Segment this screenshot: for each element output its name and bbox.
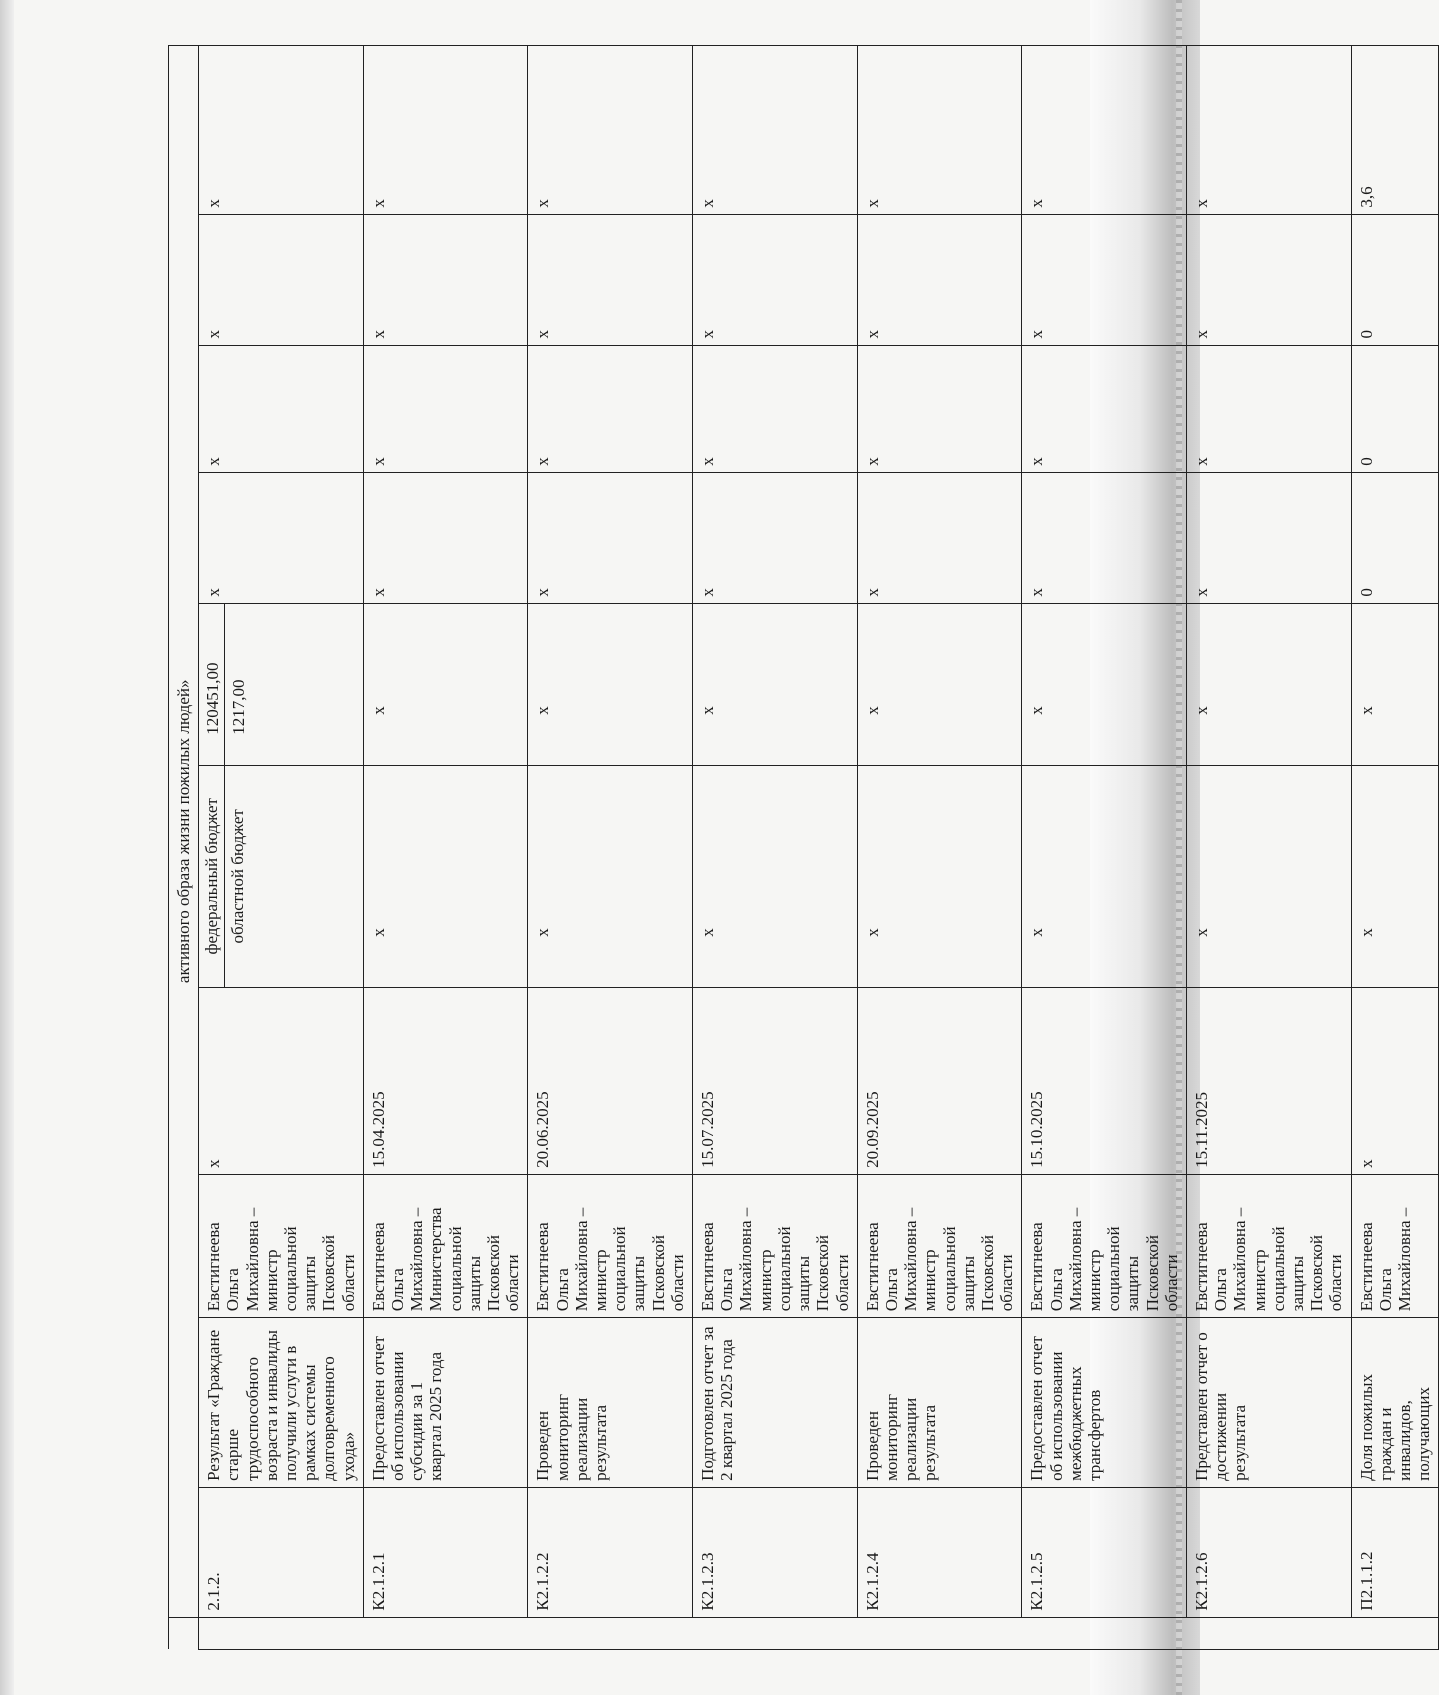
row-date: 20.06.2025: [528, 987, 693, 1174]
value-cell: x: [1186, 345, 1351, 472]
value-cell: 0: [1351, 345, 1439, 472]
budget-cell: x: [1186, 765, 1351, 987]
table-row: [363, 46, 528, 1650]
value-cell: x: [693, 345, 858, 472]
sum-cell: x: [1022, 603, 1187, 765]
value-cell: x: [528, 345, 693, 472]
row-name: Представлен отчет о достижении результата: [1186, 1318, 1351, 1488]
row-name: Доля пожилых граждан и инвалидов, получающих: [1351, 1318, 1439, 1488]
sum-cell: x: [693, 603, 858, 765]
value-cell: x: [199, 46, 364, 215]
table-row: [1186, 46, 1351, 1650]
row-code: 2.1.2.: [199, 1487, 364, 1617]
row-responsible: Евстигнеева Ольга Михайловна –: [1351, 1174, 1439, 1317]
row-name: Результат «Граждане старше трудоспособного возраста и инвалиды получили услуги в рамках системы долговременного ухода»: [199, 1318, 364, 1488]
budget-cell: x: [363, 765, 528, 987]
value-cell: x: [528, 472, 693, 603]
value-cell: 3,6: [1351, 46, 1439, 215]
row-date: x: [1351, 987, 1439, 1174]
section-banner: активного образа жизни пожилых людей»: [169, 46, 199, 1618]
scan-edge-left: [0, 0, 14, 1695]
value-cell: x: [363, 345, 528, 472]
row-date: 15.10.2025: [1022, 987, 1187, 1174]
value-cell: x: [363, 472, 528, 603]
row-code: К2.1.2.3: [693, 1487, 858, 1617]
budget-regional-label: областной бюджет: [228, 809, 248, 944]
row-code: П2.1.1.2: [1351, 1487, 1439, 1617]
table-row: [1022, 46, 1187, 1650]
value-cell: x: [199, 472, 364, 603]
sum-cell: x: [1186, 603, 1351, 765]
row-name: Подготовлен отчет за 2 квартал 2025 года: [693, 1318, 858, 1488]
sum-cell: x: [857, 603, 1022, 765]
row-responsible: Евстигнеева Ольга Михайловна – министр социальной защиты Псковской области: [693, 1174, 858, 1317]
section-banner-row: [169, 46, 199, 1650]
value-cell: x: [693, 214, 858, 345]
value-cell: x: [1186, 214, 1351, 345]
row-responsible: Евстигнеева Ольга Михайловна – министр социальной защиты Псковской области: [1022, 1174, 1187, 1317]
row-code: К2.1.2.2: [528, 1487, 693, 1617]
row-name: Предоставлен отчет об использовании межбюджетных трансфертов: [1022, 1318, 1187, 1488]
value-cell: x: [693, 472, 858, 603]
table-row: [857, 46, 1022, 1650]
table-row: [1351, 46, 1439, 1650]
row-date: 15.04.2025: [363, 987, 528, 1174]
value-cell: x: [363, 214, 528, 345]
budget-cell: x: [693, 765, 858, 987]
budget-cell: x: [528, 765, 693, 987]
value-cell: x: [1022, 472, 1187, 603]
value-cell: x: [199, 214, 364, 345]
row-responsible: Евстигнеева Ольга Михайловна – министр социальной защиты Псковской области: [857, 1174, 1022, 1317]
row-date: x: [199, 987, 364, 1174]
row-code: К2.1.2.1: [363, 1487, 528, 1617]
row-date: 20.09.2025: [857, 987, 1022, 1174]
sum-federal: 120451,00: [199, 604, 225, 765]
value-cell: x: [857, 214, 1022, 345]
row-responsible: Евстигнеева Ольга Михайловна – министр социальной защиты Псковской области: [528, 1174, 693, 1317]
sum-regional: 1217,00: [229, 679, 249, 735]
value-cell: x: [857, 472, 1022, 603]
row-code: К2.1.2.4: [857, 1487, 1022, 1617]
value-cell: 0: [1351, 472, 1439, 603]
sum-cell: x: [1351, 603, 1439, 765]
row-name: Проведен мониторинг реализации результата: [857, 1318, 1022, 1488]
row-date: 15.11.2025: [1186, 987, 1351, 1174]
row-name: Предоставлен отчет об использовании субсидии за 1 квартал 2025 года: [363, 1318, 528, 1488]
rotated-table-sheet: [168, 45, 1434, 1650]
value-cell: x: [528, 214, 693, 345]
row-responsible: Евстигнеева Ольга Михайловна – министр социальной защиты Псковской области: [199, 1174, 364, 1317]
value-cell: x: [363, 46, 528, 215]
sum-cell: x: [363, 603, 528, 765]
budget-cell: x: [857, 765, 1022, 987]
table-row: [693, 46, 858, 1650]
row-code: К2.1.2.6: [1186, 1487, 1351, 1617]
value-cell: 0: [1351, 214, 1439, 345]
value-cell: x: [1022, 345, 1187, 472]
row-date: 15.07.2025: [693, 987, 858, 1174]
value-cell: x: [1022, 46, 1187, 215]
budget-federal-label: федеральный бюджет: [199, 766, 225, 987]
row-code: К2.1.2.5: [1022, 1487, 1187, 1617]
sum-cell: x: [528, 603, 693, 765]
left-margin-cell: [199, 1617, 1439, 1649]
budget-cell: x: [1022, 765, 1187, 987]
value-cell: x: [693, 46, 858, 215]
value-cell: x: [857, 345, 1022, 472]
budget-source-cell: [199, 765, 364, 987]
budget-cell: x: [1351, 765, 1439, 987]
empty-cell: [169, 1617, 199, 1649]
value-cell: x: [1022, 214, 1187, 345]
table-row-result: [199, 46, 364, 1650]
value-cell: x: [1186, 46, 1351, 215]
value-cell: x: [528, 46, 693, 215]
row-responsible: Евстигнеева Ольга Михайловна – министр социальной защиты Псковской области: [1186, 1174, 1351, 1317]
value-cell: x: [1186, 472, 1351, 603]
row-responsible: Евстигнеева Ольга Михайловна – Министерства социальной защиты Псковской области: [363, 1174, 528, 1317]
table-row: [528, 46, 693, 1650]
row-name: Проведен мониторинг реализации результата: [528, 1318, 693, 1488]
plan-table: [168, 45, 1439, 1650]
value-cell: x: [857, 46, 1022, 215]
value-cell: x: [199, 345, 364, 472]
budget-sum-cell: [199, 603, 364, 765]
